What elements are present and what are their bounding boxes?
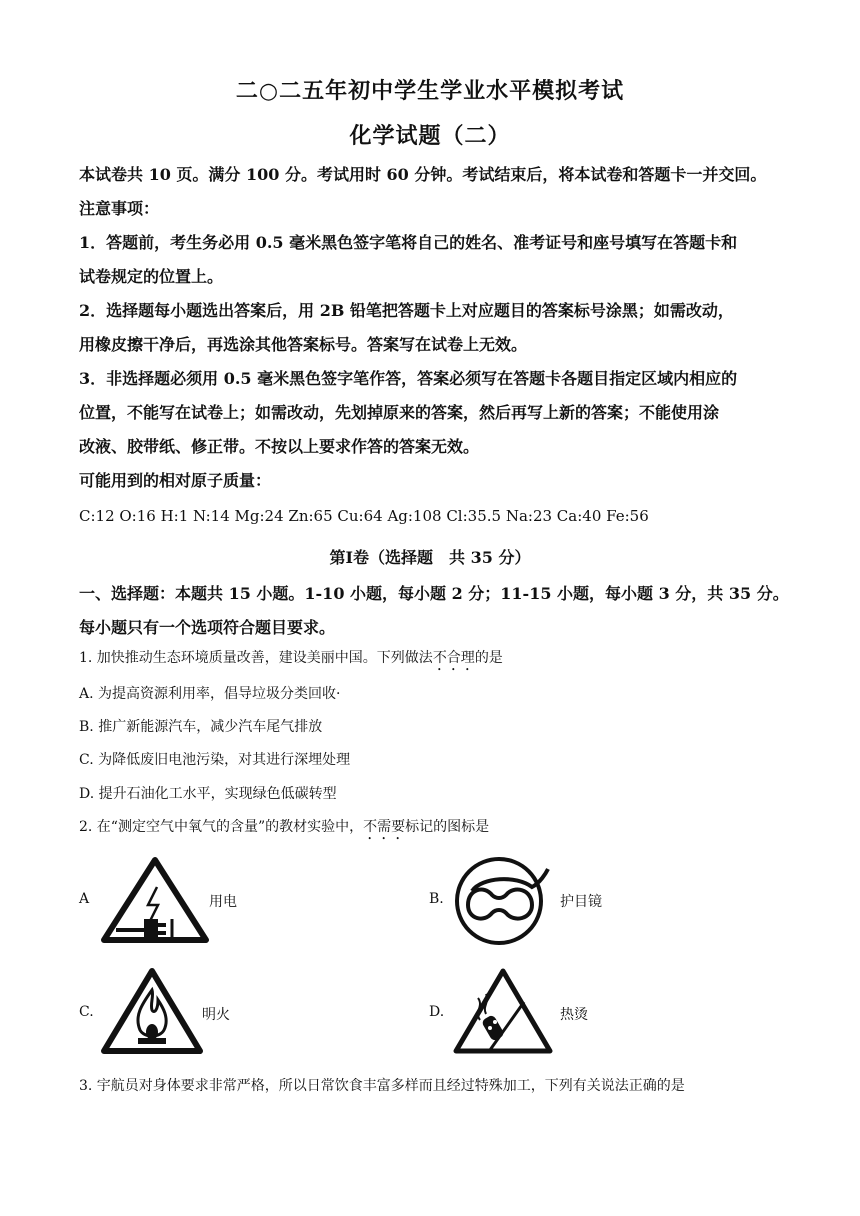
atomic-mass-heading: 可能用到的相对原子质量： [79,471,272,490]
option-b-label: 护目镜 [560,894,602,910]
option-a-label: 用电 [209,894,237,910]
question-2-stem: 2. 在“测定空气中氧气的含量”的教材实验中，不需要标记的图标是 [79,819,490,835]
open-flame-icon [100,966,204,1056]
option-b-letter: B. [429,891,444,907]
section-heading: 第Ⅰ卷（选择题 共 35 分） [329,548,531,567]
question-1-option-a: A. 为提高资源利用率，倡导垃圾分类回收· [79,686,341,702]
goggles-icon [452,853,552,949]
option-c-label: 明火 [202,1007,230,1023]
note-2b: 用橡皮擦干净后，再选涂其他答案标号。答案写在试卷上无效。 [79,335,528,354]
emphasis-text: 不合理 [432,650,475,666]
option-d-letter: D. [429,1004,445,1020]
hot-surface-icon [452,966,554,1056]
exam-subtitle: 化学试题（二） [349,123,511,149]
question-1-stem: 1. 加快推动生态环境质量改善，建设美丽中国。下列做法不合理的是 [79,650,503,666]
question-3-stem: 3. 宇航员对身体要求非常严格，所以日常饮食丰富多样而且经过特殊加工，下列有关说法正确的是 [79,1078,685,1094]
intro-line: 本试卷共 10 页。满分 100 分。考试用时 60 分钟。考试结束后，将本试卷和答题卡一并交回。 [79,165,767,184]
section-instructions-a: 一、选择题：本题共 15 小题。1-10 小题，每小题 2 分；11-15 小题，每小题 3 分，共 35 分。 [79,584,789,603]
option-a-letter: A [79,891,90,907]
option-c-letter: C. [79,1004,94,1020]
electricity-icon [100,855,210,945]
note-3a: 3．非选择题必须用 0.5 毫米黑色签字笔作答，答案必须写在答题卡各题目指定区域内相应的 [79,369,738,388]
note-1a: 1．答题前，考生务必用 0.5 毫米黑色签字笔将自己的姓名、准考证号和座号填写在答题卡和 [79,233,738,252]
note-1b: 试卷规定的位置上。 [79,267,224,286]
question-1-option-b: B. 推广新能源汽车，减少汽车尾气排放 [79,719,323,735]
atomic-mass-list: C:12 O:16 H:1 N:14 Mg:24 Zn:65 Cu:64 Ag:108 Cl:35.5 Na:23 Ca:40 Fe:56 [79,507,649,525]
section-instructions-b: 每小题只有一个选项符合题目要求。 [79,618,336,637]
exam-title: 二○二五年初中学生学业水平模拟考试 [235,78,625,104]
note-3c: 改液、胶带纸、修正带。不按以上要求作答的答案无效。 [79,437,480,456]
notes-heading: 注意事项： [79,199,160,218]
note-3b: 位置，不能写在试卷上；如需改动，先划掉原来的答案，然后再写上新的答案；不能使用涂 [79,403,720,422]
option-d-label: 热烫 [560,1007,588,1023]
note-2a: 2．选择题每小题选出答案后，用 2B 铅笔把答题卡上对应题目的答案标号涂黑；如需改动， [79,301,734,320]
question-1-option-c: C. 为降低废旧电池污染，对其进行深埋处理 [79,752,351,768]
question-1-option-d: D. 提升石油化工水平，实现绿色低碳转型 [79,786,337,802]
emphasis-text: 不需要 [363,819,406,835]
